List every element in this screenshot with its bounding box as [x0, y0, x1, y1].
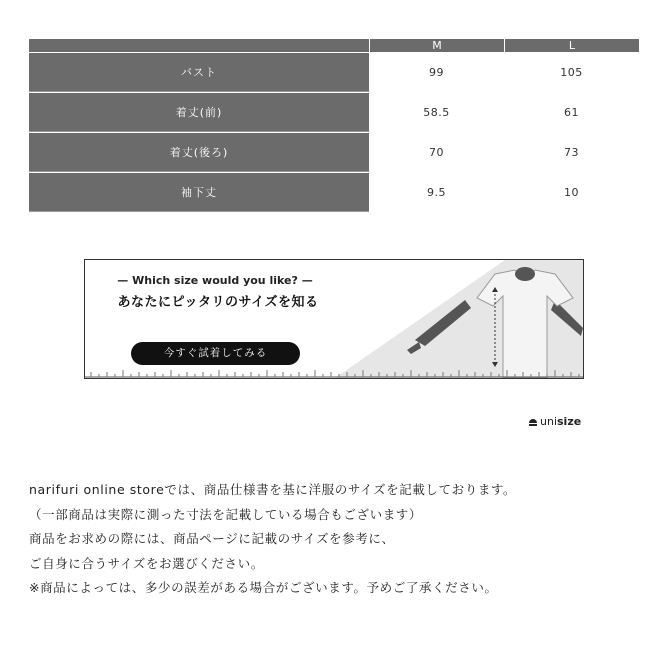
row-label: 袖下丈 [29, 172, 369, 212]
size-description [29, 480, 649, 603]
description-line: ※商品によっては、多少の誤差がある場合がございます。予めご了承ください。 [29, 580, 498, 595]
size-table-header [29, 39, 639, 52]
logo-text-prefix: uni [540, 415, 557, 428]
column-header-m: M [369, 39, 504, 52]
cell-value: 99 [429, 65, 444, 79]
row-label: 着丈(後ろ) [29, 132, 369, 172]
cell-value: 105 [560, 65, 583, 79]
banner-title: あなたにピッタリのサイズを知る [117, 295, 319, 310]
description-line: （一部商品は実際に測った寸法を記載している場合もございます） [29, 506, 423, 522]
row-label: 着丈(前) [29, 92, 369, 132]
table-row [29, 172, 639, 212]
unisize-banner[interactable] [84, 259, 584, 379]
unisize-logo-icon [528, 417, 538, 427]
cell-value: 9.5 [427, 185, 446, 199]
try-on-button[interactable]: 今すぐ試着してみる [131, 342, 300, 365]
header-spacer [29, 39, 369, 52]
cell-value: 73 [564, 145, 579, 159]
unisize-logo [528, 415, 581, 428]
table-row [29, 132, 639, 172]
cell-value: 58.5 [423, 105, 450, 119]
cell-value: 10 [564, 185, 579, 199]
cell-value: 70 [429, 145, 444, 159]
table-row [29, 52, 639, 92]
description-line: 商品をお求めの際には、商品ページに記載のサイズを参考に、 [29, 531, 395, 546]
logo-text-suffix: size [557, 415, 582, 428]
description-line: narifuri online storeでは、商品仕様書を基に洋服のサイズを記載しております。 [29, 482, 517, 497]
column-header-l: L [504, 39, 639, 52]
row-label: バスト [29, 52, 369, 92]
banner-question: — Which size would you like? — [117, 274, 313, 287]
cell-value: 61 [564, 105, 579, 119]
table-row [29, 92, 639, 132]
description-line: ご自身に合うサイズをお選びください。 [29, 555, 264, 571]
size-table [29, 39, 639, 212]
